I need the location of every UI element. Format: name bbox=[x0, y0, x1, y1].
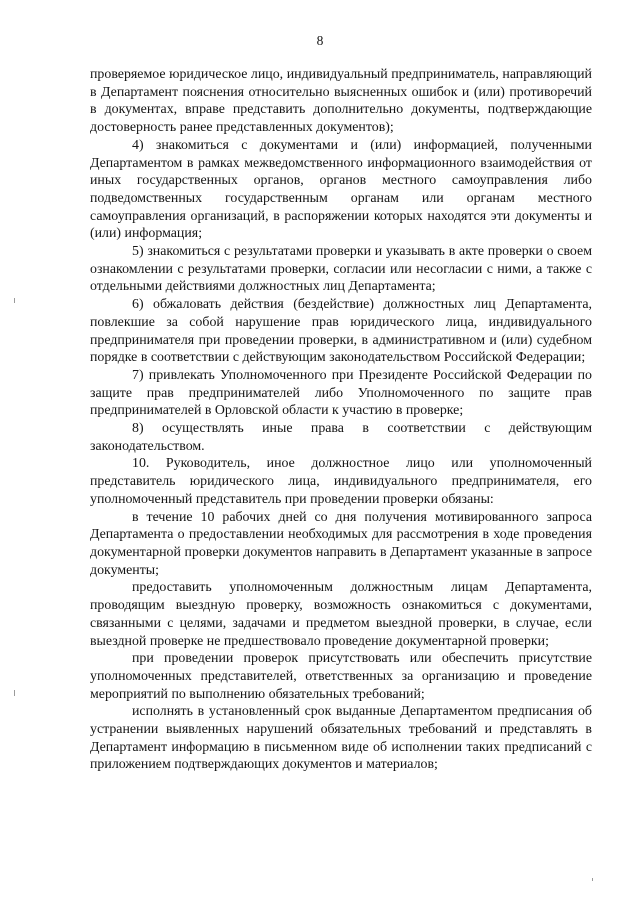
scan-speck bbox=[14, 298, 15, 303]
scan-speck bbox=[14, 690, 15, 696]
page-number: 8 bbox=[316, 33, 324, 48]
paragraph-item-4: 4) знакомиться с документами и (или) информацией, полученными Департаментом в рамках межведомственного информационного взаимодействия от иных государственных органов, органов местного самоуправления либо подведомственных государственным органам или органам местного самоуправления организаций, в распоряжении которых находятся эти документы и (или) информация; bbox=[90, 137, 592, 242]
paragraph-section-10: 10. Руководитель, иное должностное лицо или уполномоченный представитель юридического лица, индивидуального предпринимателя, его уполномоченный представитель при проведении проверки обязаны: bbox=[90, 456, 592, 507]
paragraph-item-6: 6) обжаловать действия (бездействие) должностных лиц Департамента, повлекшие за собой нарушение прав юридического лица, индивидуального предпринимателя при проведении проверки, в административном и (или) судебном порядке в соответствии с действующим законодательством Российской Федерации; bbox=[90, 297, 592, 366]
paragraph-duty-documents: в течение 10 рабочих дней со дня получения мотивированного запроса Департамента о предоставлении необходимых для рассмотрения в ходе проведения документарной проверки документов направить в Департамент указанные в запросе документы; bbox=[90, 509, 592, 578]
scan-speck bbox=[592, 878, 593, 881]
paragraph-duty-execute: исполнять в установленный срок выданные Департаментом предписания об устранении выявленных нарушений обязательных требований и представлять в Департамент информацию в письменном виде об исполнении таких предписаний с приложением подтверждающих документов и материалов; bbox=[90, 704, 592, 773]
paragraph-duty-access: предоставить уполномоченным должностным лицам Департамента, проводящим выездную проверку, возможность ознакомиться с документами, связанными с целями, задачами и предметом выездной проверки, в случае, если выездной проверке не предшествовало проведение документарной проверки; bbox=[90, 580, 592, 649]
paragraph-continuation: проверяемое юридическое лицо, индивидуальный предприниматель, направляющий в Департамент пояснения относительно выясненных ошибок и (или) противоречий в документах, вправе представить дополнительно документы, подтверждающие достоверность ранее представленных документов); bbox=[90, 67, 592, 136]
paragraph-item-8: 8) осуществлять иные права в соответствии с действующим законодательством. bbox=[90, 421, 592, 454]
paragraph-duty-presence: при проведении проверок присутствовать или обеспечить присутствие уполномоченных представителей, ответственных за организацию и проведение мероприятий по выполнению обязательных требований; bbox=[90, 651, 592, 702]
paragraph-item-7: 7) привлекать Уполномоченного при Президенте Российской Федерации по защите прав предпринимателей либо Уполномоченного по защите прав предпринимателей в Орловской области к участию в проверке; bbox=[90, 367, 592, 419]
document-body bbox=[90, 66, 592, 774]
paragraph-item-5: 5) знакомиться с результатами проверки и указывать в акте проверки о своем ознакомлении с результатами проверки, согласии или несогласии с ними, а также с отдельными действиями должностных лиц Департамента; bbox=[90, 244, 592, 295]
